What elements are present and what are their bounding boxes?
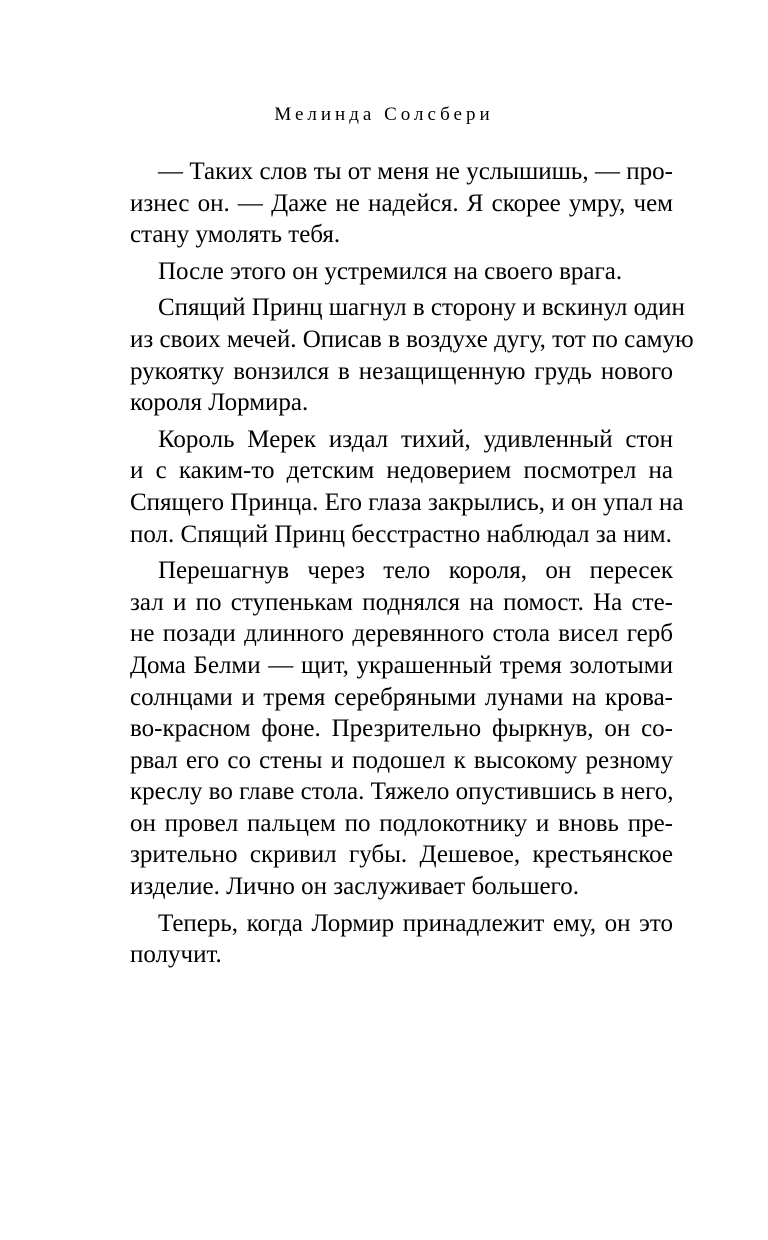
text-line: зал и по ступенькам поднялся на помост. На сте- <box>130 588 673 616</box>
text-line: и с каким-то детским недоверием посмотрел на <box>130 457 673 485</box>
text-line: изделие. Лично он заслуживает большего. <box>130 873 579 901</box>
body-text <box>130 156 694 971</box>
text-line: не позади длинного деревянного стола висел герб <box>130 620 673 648</box>
text-line: Король Мерек издал тихий, удивленный стон <box>158 425 673 453</box>
text-line: зрительно скривил губы. Дешевое, крестьянское <box>130 841 673 869</box>
paragraph-1 <box>130 156 673 251</box>
text-line: рукоятку вонзился в незащищенную грудь нового <box>130 357 673 385</box>
text-line: пол. Спящий Принц бесстрастно наблюдал за ним. <box>130 520 672 548</box>
text-line: рвал его со стены и подошел к высокому резному <box>130 746 673 774</box>
paragraph-5 <box>130 555 673 903</box>
text-line: Теперь, когда Лормир принадлежит ему, он это <box>158 909 673 937</box>
paragraph-2 <box>130 256 673 288</box>
text-line: креслу во главе стола. Тяжело опустившись в него, <box>130 778 674 806</box>
text-line: Перешагнув через тело короля, он пересек <box>158 557 673 585</box>
text-line: — Таких слов ты от меня не услышишь, — про- <box>158 158 673 185</box>
text-line: После этого он устремился на своего врага. <box>158 257 623 285</box>
text-line: из своих мечей. Описав в воздухе дугу, тот по самую <box>130 325 694 353</box>
text-line: изнес он. — Даже не надейся. Я скорее умру, чем <box>130 189 673 217</box>
text-line: он провел пальцем по подлокотнику и вновь пре- <box>130 809 673 837</box>
text-line: Спящий Принц шагнул в сторону и вскинул один <box>158 294 685 322</box>
text-line: Дома Белми — щит, украшенный тремя золотыми <box>130 651 673 679</box>
text-line: получит. <box>130 941 222 969</box>
text-line: Спящего Принца. Его глаза закрылись, и он упал на <box>130 488 684 516</box>
paragraph-6 <box>130 908 673 971</box>
text-line: солнцами и тремя серебряными лунами на крова- <box>130 683 673 711</box>
text-line: во-красном фоне. Презрительно фыркнув, он со- <box>130 715 673 743</box>
text-line: короля Лормира. <box>130 389 309 417</box>
text-line: стану умолять тебя. <box>130 221 341 249</box>
paragraph-4 <box>130 424 684 550</box>
running-header: Мелинда Солсбери <box>274 104 494 125</box>
paragraph-3 <box>130 292 694 418</box>
